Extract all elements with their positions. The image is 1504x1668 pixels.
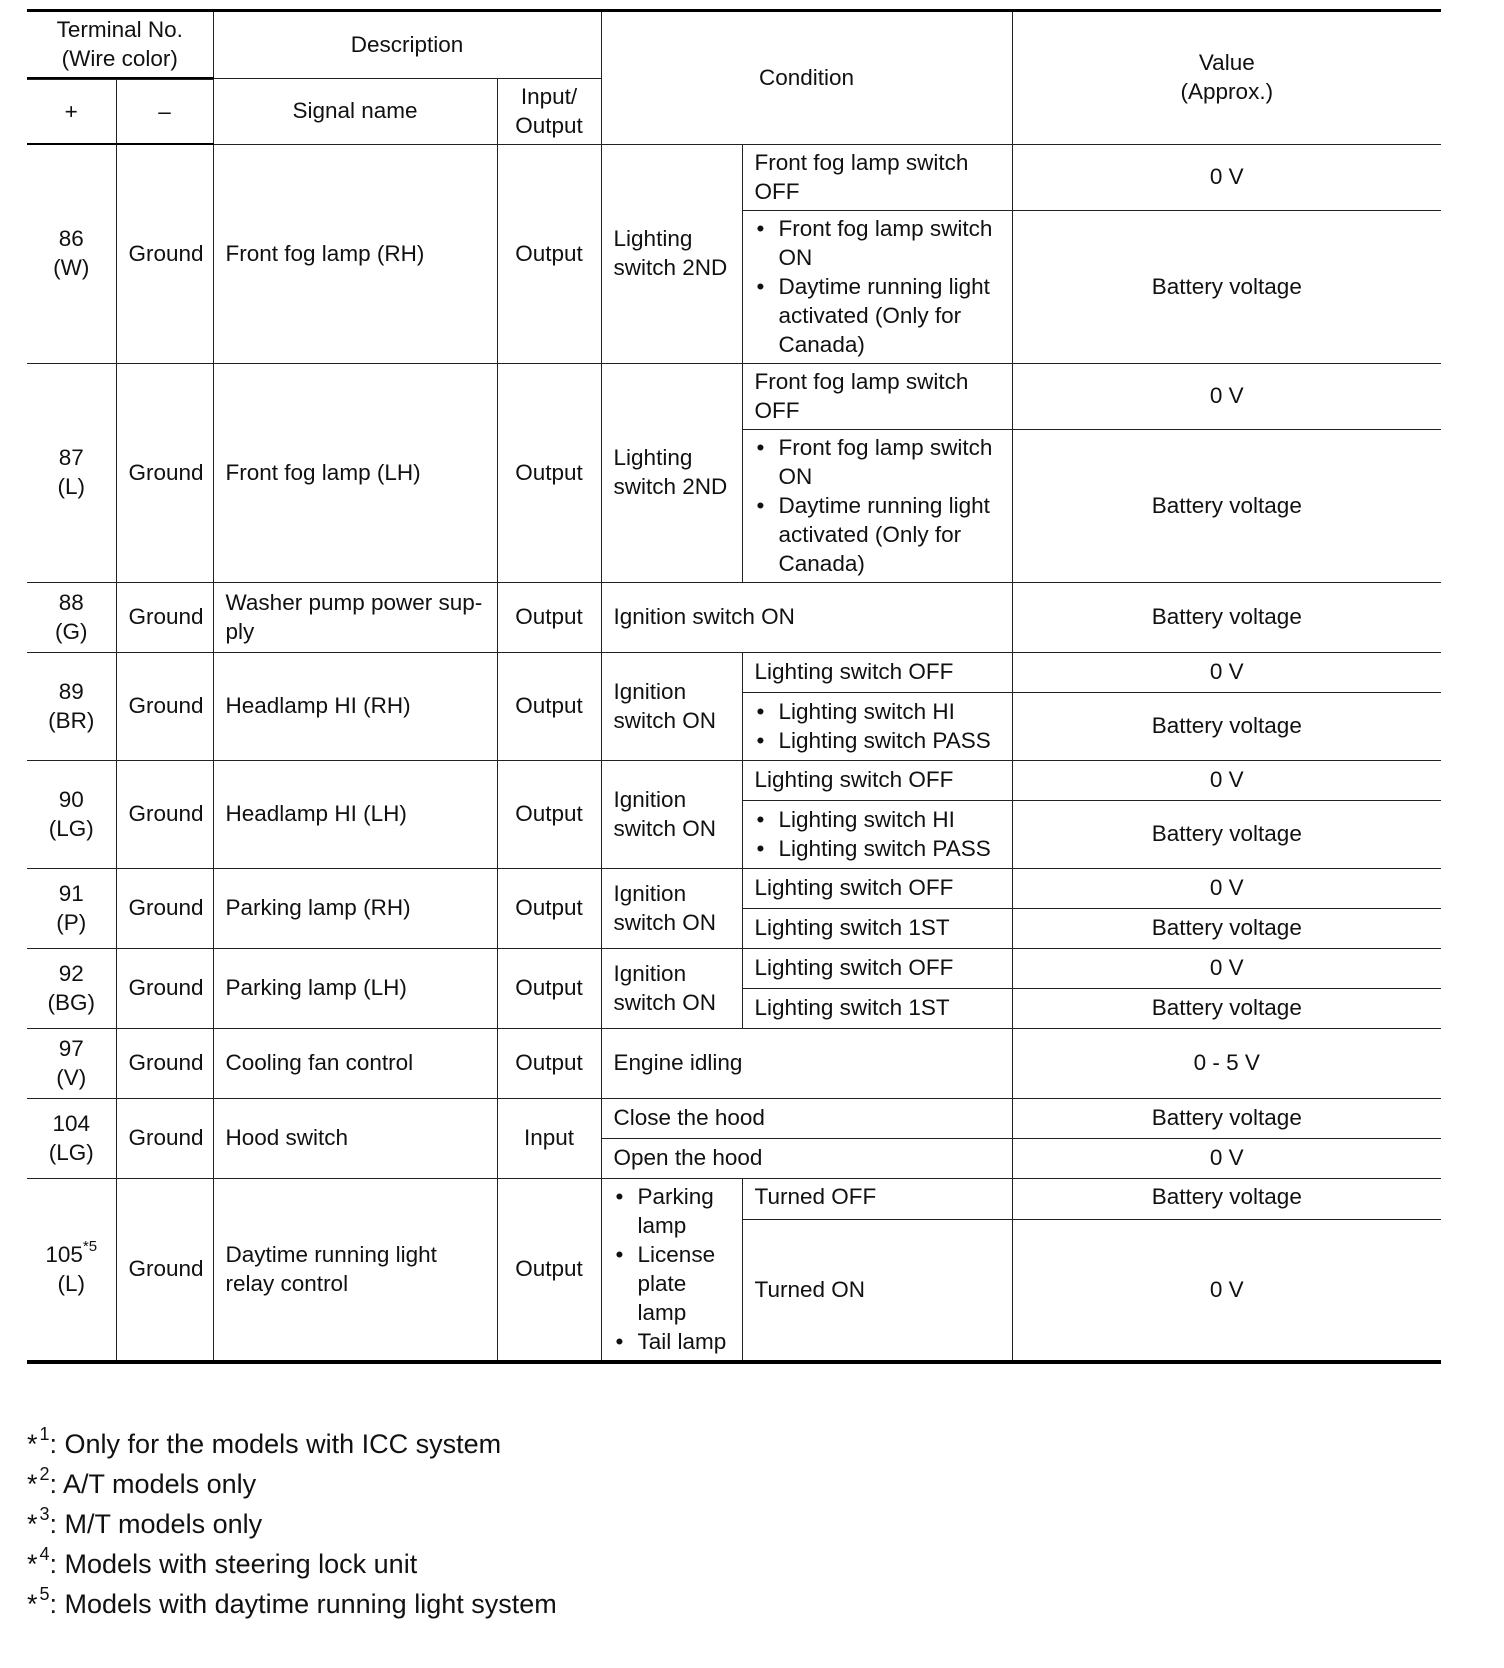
list-item: • Front fog lamp switch ON bbox=[755, 214, 1000, 272]
value-cell: Battery voltage bbox=[1012, 800, 1441, 868]
list-item: • Front fog lamp switch ON bbox=[755, 433, 1000, 491]
io-cell: Output bbox=[497, 582, 601, 652]
terminal-cell: 89 (BR) bbox=[27, 652, 116, 760]
minus-cell: Ground bbox=[116, 363, 213, 582]
signal-cell: Washer pump power sup-ply bbox=[213, 582, 497, 652]
table-row bbox=[27, 363, 1441, 429]
condition-cell: Lighting switch 1ST bbox=[742, 988, 1012, 1028]
signal-cell: Headlamp HI (LH) bbox=[213, 760, 497, 868]
footnote-ref: *5 bbox=[82, 1238, 98, 1255]
condition-cell: Turned ON bbox=[742, 1220, 1012, 1362]
table-header bbox=[27, 11, 1441, 145]
value-cell: Battery voltage bbox=[1012, 429, 1441, 582]
terminal-table bbox=[27, 9, 1441, 1364]
value-cell: 0 V bbox=[1012, 1138, 1441, 1178]
io-cell: Output bbox=[497, 1178, 601, 1362]
condition-main-cell: Lighting switch 2ND bbox=[601, 144, 742, 363]
table-row bbox=[27, 868, 1441, 908]
list-item: • Lighting switch HI bbox=[755, 805, 1000, 834]
value-cell: 0 V bbox=[1012, 868, 1441, 908]
condition-cell: Lighting switch OFF bbox=[742, 948, 1012, 988]
value-cell: 0 V bbox=[1012, 1220, 1441, 1362]
signal-cell: Headlamp HI (RH) bbox=[213, 652, 497, 760]
io-cell: Input bbox=[497, 1098, 601, 1178]
signal-cell: Front fog lamp (LH) bbox=[213, 363, 497, 582]
list-item: • Tail lamp bbox=[614, 1327, 730, 1356]
io-cell: Output bbox=[497, 1028, 601, 1098]
value-cell: 0 - 5 V bbox=[1012, 1028, 1441, 1098]
footnote: * $^2$: A/T models only bbox=[27, 1464, 257, 1499]
condition-cell: Front fog lamp switch OFF bbox=[742, 363, 1012, 429]
condition-cell: Close the hood bbox=[601, 1098, 1012, 1138]
condition-cell: Engine idling bbox=[601, 1028, 1012, 1098]
value-header: Value (Approx.) bbox=[1012, 11, 1441, 145]
condition-cell bbox=[742, 692, 1012, 760]
terminal-no-header: Terminal No. (Wire color) bbox=[27, 11, 213, 79]
list-item: • License plate lamp bbox=[614, 1240, 730, 1327]
list-item: • Lighting switch PASS bbox=[755, 726, 1000, 755]
terminal-cell: 88 (G) bbox=[27, 582, 116, 652]
condition-cell bbox=[742, 429, 1012, 582]
value-cell: Battery voltage bbox=[1012, 908, 1441, 948]
terminal-cell: 86 (W) bbox=[27, 144, 116, 363]
minus-cell: Ground bbox=[116, 582, 213, 652]
value-cell: Battery voltage bbox=[1012, 692, 1441, 760]
condition-list bbox=[755, 805, 1000, 863]
list-item: • Daytime running light activated (Only for Canada) bbox=[755, 491, 1000, 578]
signal-cell: Front fog lamp (RH) bbox=[213, 144, 497, 363]
minus-cell: Ground bbox=[116, 948, 213, 1028]
minus-cell: Ground bbox=[116, 1028, 213, 1098]
table-row bbox=[27, 652, 1441, 692]
description-header: Description bbox=[213, 11, 601, 79]
condition-cell: Lighting switch OFF bbox=[742, 868, 1012, 908]
value-cell: 0 V bbox=[1012, 948, 1441, 988]
terminal-cell: 97 (V) bbox=[27, 1028, 116, 1098]
signal-name-header: Signal name bbox=[213, 78, 497, 144]
terminal-cell: 104 (LG) bbox=[27, 1098, 116, 1178]
list-item: • Lighting switch PASS bbox=[755, 834, 1000, 863]
footnotes bbox=[27, 1424, 557, 1624]
minus-cell: Ground bbox=[116, 1098, 213, 1178]
condition-main-cell: Ignition switch ON bbox=[601, 760, 742, 868]
value-cell: 0 V bbox=[1012, 363, 1441, 429]
footnote: * $^3$: M/T models only bbox=[27, 1504, 263, 1539]
condition-list bbox=[755, 697, 1000, 755]
condition-cell: Lighting switch 1ST bbox=[742, 908, 1012, 948]
condition-cell: Ignition switch ON bbox=[601, 582, 1012, 652]
io-cell: Output bbox=[497, 868, 601, 948]
minus-cell: Ground bbox=[116, 144, 213, 363]
condition-cell: Lighting switch OFF bbox=[742, 760, 1012, 800]
condition-list bbox=[614, 1182, 730, 1356]
minus-cell: Ground bbox=[116, 760, 213, 868]
table-row bbox=[27, 948, 1441, 988]
condition-cell: Front fog lamp switch OFF bbox=[742, 144, 1012, 210]
condition-header: Condition bbox=[601, 11, 1012, 145]
condition-main-cell: Lighting switch 2ND bbox=[601, 363, 742, 582]
signal-cell: Parking lamp (LH) bbox=[213, 948, 497, 1028]
list-item: • Parking lamp bbox=[614, 1182, 730, 1240]
table-row bbox=[27, 144, 1441, 210]
condition-main-cell: Ignition switch ON bbox=[601, 652, 742, 760]
minus-cell: Ground bbox=[116, 652, 213, 760]
terminal-cell: 92 (BG) bbox=[27, 948, 116, 1028]
value-cell: Battery voltage bbox=[1012, 582, 1441, 652]
value-cell: Battery voltage bbox=[1012, 210, 1441, 363]
value-cell: 0 V bbox=[1012, 144, 1441, 210]
io-cell: Output bbox=[497, 363, 601, 582]
signal-cell: Cooling fan control bbox=[213, 1028, 497, 1098]
signal-cell: Parking lamp (RH) bbox=[213, 868, 497, 948]
table-row bbox=[27, 1178, 1441, 1220]
minus-cell: Ground bbox=[116, 1178, 213, 1362]
value-cell: 0 V bbox=[1012, 760, 1441, 800]
terminal-cell: 90 (LG) bbox=[27, 760, 116, 868]
value-cell: Battery voltage bbox=[1012, 1098, 1441, 1138]
value-cell: Battery voltage bbox=[1012, 1178, 1441, 1220]
condition-cell: Open the hood bbox=[601, 1138, 1012, 1178]
io-cell: Output bbox=[497, 652, 601, 760]
footnote: * $^5$: Models with daytime running light system bbox=[27, 1584, 557, 1619]
plus-header: + bbox=[27, 80, 116, 145]
footnote: * $^1$: Only for the models with ICC system bbox=[27, 1424, 502, 1459]
condition-main-cell: Ignition switch ON bbox=[601, 868, 742, 948]
condition-cell bbox=[742, 800, 1012, 868]
value-cell: Battery voltage bbox=[1012, 988, 1441, 1028]
table-row bbox=[27, 582, 1441, 652]
condition-cell bbox=[742, 210, 1012, 363]
condition-list bbox=[755, 214, 1000, 359]
signal-cell: Hood switch bbox=[213, 1098, 497, 1178]
terminal-cell: 105$^{*5}$ (L) bbox=[27, 1178, 116, 1362]
value-cell: 0 V bbox=[1012, 652, 1441, 692]
terminal-cell: 87 (L) bbox=[27, 363, 116, 582]
io-cell: Output bbox=[497, 948, 601, 1028]
list-item: • Daytime running light activated (Only for Canada) bbox=[755, 272, 1000, 359]
condition-main-cell: Ignition switch ON bbox=[601, 948, 742, 1028]
io-header: Input/ Output bbox=[497, 78, 601, 144]
condition-cell: Turned OFF bbox=[742, 1178, 1012, 1220]
table-row bbox=[27, 1028, 1441, 1098]
condition-cell: Lighting switch OFF bbox=[742, 652, 1012, 692]
minus-header: – bbox=[116, 80, 213, 145]
io-cell: Output bbox=[497, 760, 601, 868]
io-cell: Output bbox=[497, 144, 601, 363]
table-row bbox=[27, 760, 1441, 800]
minus-cell: Ground bbox=[116, 868, 213, 948]
table-row bbox=[27, 1098, 1441, 1138]
condition-list bbox=[755, 433, 1000, 578]
signal-cell: Daytime running light relay control bbox=[213, 1178, 497, 1362]
list-item: • Lighting switch HI bbox=[755, 697, 1000, 726]
condition-main-cell bbox=[601, 1178, 742, 1362]
terminal-cell: 91 (P) bbox=[27, 868, 116, 948]
footnote: * $^4$: Models with steering lock unit bbox=[27, 1544, 418, 1579]
